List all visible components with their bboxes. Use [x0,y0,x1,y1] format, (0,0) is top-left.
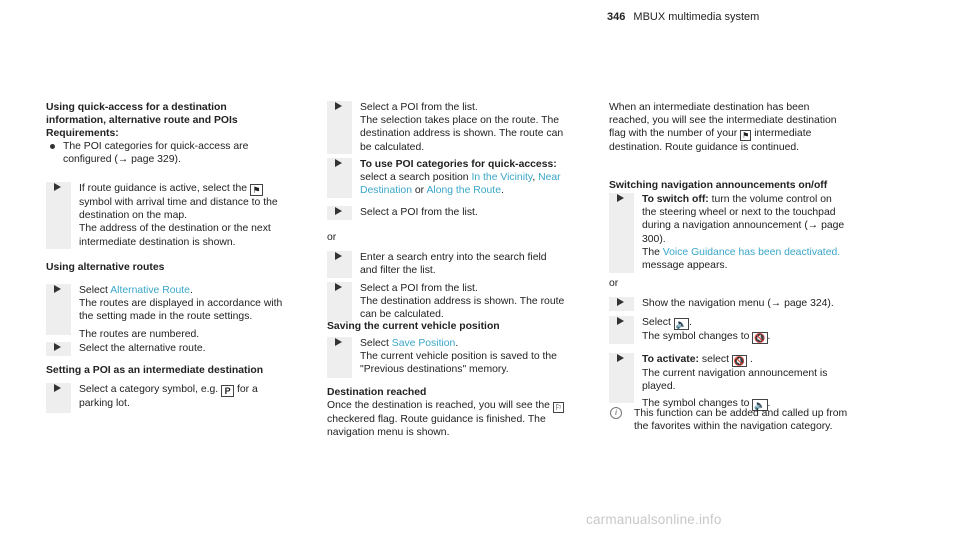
step-select-category: Select a category symbol, e.g. P for a parking lot. [46,383,286,413]
step-select-alt-route: Select Alternative Route. The routes are displayed in accordance with the setting made in the route settings. The routes are numbered. [46,284,286,335]
step-arrow-icon [617,298,624,306]
step-arrow-icon [54,285,61,293]
step-result: The address of the destination or the next intermediate destination is shown. [79,223,271,248]
step-select-route-flag [46,182,286,249]
step-arrow-icon [54,183,61,191]
step-arrow-icon [617,317,624,325]
requirement-text: The POI categories for quick-access are configured (→ page 329). [63,141,249,166]
step-bar [46,182,71,249]
requirements-label: Requirements: [46,128,119,139]
save-position-link[interactable]: Save Position [391,338,456,349]
along-the-route-link[interactable]: Along the Route [426,185,501,197]
section-heading-announcements: Switching navigation announcements on/off [609,180,828,191]
step-select-poi: Select a POI from the list. The selection takes place on the route. The destination address is shown. The route can be calculated. [327,101,567,154]
checkered-flag-icon: ⚐ [554,403,563,412]
step-select-poi-2: Select a POI from the list. [327,206,567,220]
info-icon: i [610,407,622,419]
page-header-title: MBUX multimedia system [633,11,760,23]
step-select-alt: Select the alternative route. [46,342,286,356]
or-label: or [327,232,337,243]
step-arrow-icon [54,384,61,392]
in-the-vicinity-link[interactable]: In the Vicinity [471,172,533,184]
section-heading-quick-access: Using quick-access for a destination information, alternative route and POIs [46,102,238,127]
step-arrow-icon [335,207,342,215]
step-save-position: Select Save Position. The current vehicle position is saved to the "Previous destinations" memory. [327,337,567,378]
page-number: 346 [607,11,626,23]
page-header [607,11,759,24]
section-heading-alt-routes: Using alternative routes [46,262,165,273]
voice-guidance-deactivated-message: Voice Guidance has been deactivated. [662,246,841,258]
flag-icon: ⚑ [250,184,263,196]
step-arrow-icon [335,338,342,346]
step-text-cont: symbol with arrival time and distance to the destination on the map. [79,197,278,222]
step-text: If route guidance is active, select the [79,183,248,194]
section-heading-save-position: Saving the current vehicle position [327,321,500,332]
speaker-icon: 🔈 [754,400,766,411]
step-switch-off: To switch off: turn the volume control on the steering wheel or next to the touchpad during a navigation announcement (→ page 300). The Voice Guidance has been deactivated. message appears. [609,193,849,273]
step-arrow-icon [54,343,61,351]
watermark: carmanualsonline.info [586,512,722,527]
step-arrow-icon [335,283,342,291]
section-heading-destination-reached: Destination reached [327,387,427,398]
step-activate: To activate: select 🔇 . The current navigation announcement is played. The symbol changes to 🔈 . [609,353,849,403]
or-label: or [609,278,619,289]
step-show-nav-menu: Show the navigation menu (→ page 324). [609,297,849,311]
section-heading-poi-intermediate: Setting a POI as an intermediate destination [46,365,264,376]
step-arrow-icon [617,354,624,362]
info-note: i This function can be added and called up from the favorites within the navigation category. [609,407,849,447]
parking-icon: P [221,385,234,397]
speaker-muted-icon[interactable]: 🔇 [733,356,746,366]
alternative-route-link[interactable]: Alternative Route [110,285,190,296]
speaker-icon[interactable]: 🔈 [675,319,687,329]
step-select-speaker: Select 🔈 . The symbol changes to 🔇 . [609,316,849,344]
speaker-muted-icon: 🔇 [754,333,766,343]
routes-numbered-text: The routes are numbered. [79,328,200,340]
step-arrow-icon [335,252,342,260]
intermediate-destination-text: When an intermediate destination has been reached, you will see the intermediate destination flag with the number of your ⚑ intermediate destination. Route guidance is continued. [609,102,837,154]
step-arrow-icon [617,194,624,202]
requirement-item [46,140,286,167]
step-poi-categories: To use POI categories for quick-access: select a search position In the Vicinity, Near Destination or Along the Route. [327,158,567,198]
bullet-dot [50,144,55,149]
step-enter-search: Enter a search entry into the search field and filter the list. [327,251,567,278]
step-select-poi-3: Select a POI from the list. The destination address is shown. The route can be calculated. [327,282,567,322]
step-arrow-icon [335,102,342,110]
near-destination-link[interactable]: Near Destination [360,172,561,197]
intermediate-flag-icon: ⚑ [742,131,750,141]
destination-reached-text: Once the destination is reached, you will see the ⚐ checkered flag. Route guidance is finished. The navigation menu is shown. [327,400,563,439]
step-arrow-icon [335,159,342,167]
